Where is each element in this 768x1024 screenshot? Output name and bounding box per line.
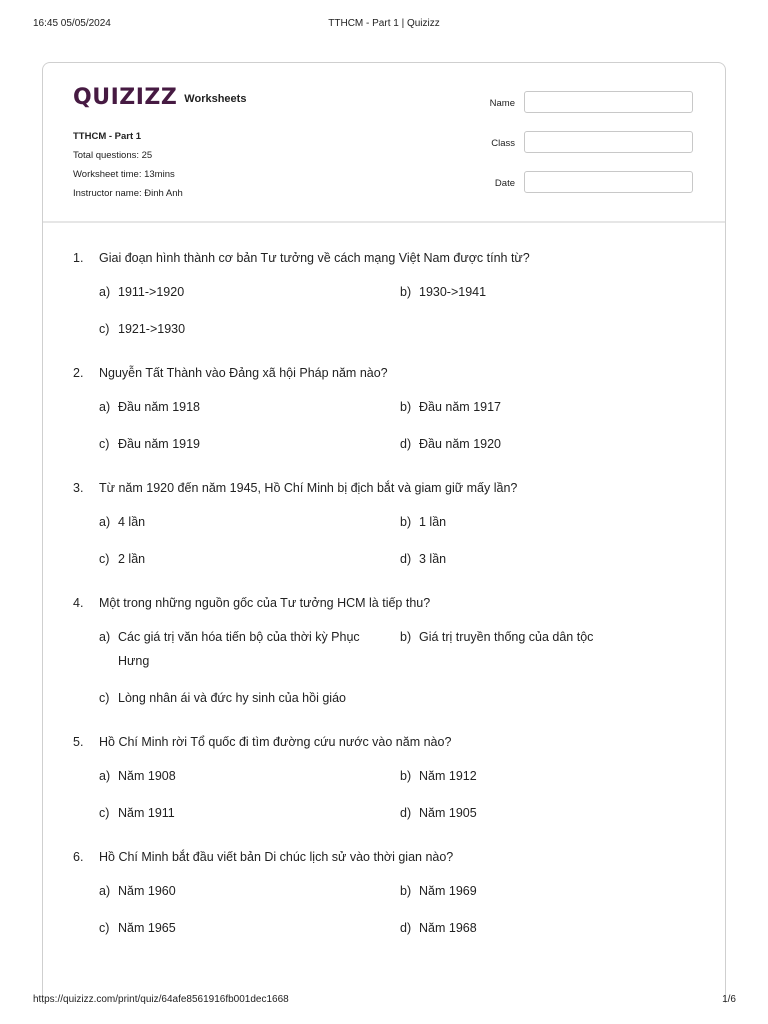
question-stem — [73, 594, 703, 612]
answer-option — [400, 280, 700, 304]
option-letter: c) — [99, 437, 110, 451]
answer-option — [99, 764, 400, 788]
option-text: Đầu năm 1918 — [118, 400, 201, 414]
answer-options — [99, 395, 703, 456]
quizizz-logo: QUIZIZZ — [73, 85, 178, 110]
name-input[interactable] — [524, 91, 693, 113]
date-label: Date — [494, 178, 515, 189]
question-text: Giai đoạn hình thành cơ bản Tư tưởng về cách mạng Việt Nam được tính từ? — [99, 251, 530, 265]
option-letter: b) — [400, 285, 412, 299]
answer-option — [99, 547, 400, 571]
class-field — [473, 131, 695, 171]
option-letter: d) — [400, 806, 412, 820]
logo — [73, 85, 246, 110]
option-letter: a) — [99, 515, 111, 529]
option-letter: c) — [99, 552, 110, 566]
option-text: 1911->1920 — [118, 285, 185, 299]
option-text: Năm 1968 — [419, 921, 477, 935]
answer-option — [99, 510, 400, 534]
answer-options — [99, 510, 703, 571]
option-text: 2 lần — [118, 552, 146, 566]
option-letter: d) — [400, 921, 412, 935]
answer-option — [400, 801, 700, 825]
answer-option — [400, 625, 700, 673]
question-text: Từ năm 1920 đến năm 1945, Hồ Chí Minh bị địch bắt và giam giữ mấy lần? — [99, 481, 518, 495]
option-text: 4 lần — [118, 515, 146, 529]
answer-option — [99, 916, 400, 940]
question-6 — [73, 848, 703, 940]
question-number: 2. — [73, 366, 84, 380]
class-input[interactable] — [524, 131, 693, 153]
answer-option — [99, 280, 400, 304]
question-text: Một trong những nguồn gốc của Tư tưởng HCM là tiếp thu? — [99, 596, 431, 610]
option-letter: d) — [400, 552, 412, 566]
option-letter: c) — [99, 322, 110, 336]
date-input[interactable] — [524, 171, 693, 193]
question-5 — [73, 733, 703, 825]
question-1 — [73, 249, 703, 341]
question-number: 5. — [73, 735, 84, 749]
answer-option — [400, 432, 700, 456]
question-list — [73, 249, 703, 963]
option-text: Đầu năm 1917 — [419, 400, 502, 414]
option-text: Đầu năm 1919 — [118, 437, 201, 451]
print-footer — [0, 994, 768, 1008]
option-text: 1930->1941 — [419, 285, 487, 299]
option-letter: c) — [99, 921, 110, 935]
question-number: 6. — [73, 850, 84, 864]
answer-option — [99, 801, 400, 825]
answer-options — [99, 280, 703, 341]
answer-options — [99, 764, 703, 825]
question-number: 3. — [73, 481, 84, 495]
answer-option — [99, 432, 400, 456]
option-letter: c) — [99, 806, 110, 820]
answer-option — [400, 547, 700, 571]
question-text: Nguyễn Tất Thành vào Đảng xã hội Pháp năm nào? — [99, 366, 388, 380]
answer-options — [99, 879, 703, 940]
option-letter: a) — [99, 884, 111, 898]
question-number: 1. — [73, 251, 84, 265]
option-text: Đầu năm 1920 — [419, 437, 502, 451]
question-text: Hồ Chí Minh rời Tổ quốc đi tìm đường cứu nước vào năm nào? — [99, 735, 452, 749]
answer-option — [99, 625, 400, 673]
answer-option — [99, 686, 400, 710]
question-stem — [73, 249, 703, 267]
option-text: 1 lần — [419, 515, 447, 529]
instructor-name: Instructor name: Đinh Anh — [73, 188, 183, 199]
print-header — [0, 18, 768, 32]
question-stem — [73, 364, 703, 382]
answer-option — [99, 317, 400, 341]
answer-option — [400, 916, 700, 940]
option-letter: a) — [99, 285, 111, 299]
worksheet-title: TTHCM - Part 1 — [73, 131, 142, 142]
option-letter: d) — [400, 437, 412, 451]
student-fields — [473, 91, 695, 211]
option-letter: a) — [99, 769, 111, 783]
option-text: Các giá trị văn hóa tiến bộ của thời kỳ Phục Hưng — [118, 630, 360, 668]
option-letter: a) — [99, 400, 111, 414]
answer-option — [400, 510, 700, 534]
option-text: Năm 1965 — [118, 921, 176, 935]
worksheet — [42, 62, 726, 1003]
worksheet-time: Worksheet time: 13mins — [73, 169, 175, 180]
option-letter: b) — [400, 884, 412, 898]
option-text: Năm 1905 — [419, 806, 477, 820]
answer-options — [99, 625, 703, 710]
answer-option — [400, 395, 700, 419]
question-stem — [73, 479, 703, 497]
question-3 — [73, 479, 703, 571]
option-letter: b) — [400, 630, 412, 644]
option-text: Năm 1908 — [118, 769, 176, 783]
answer-option — [400, 764, 700, 788]
question-2 — [73, 364, 703, 456]
answer-option — [400, 879, 700, 903]
option-text: Giá trị truyền thống của dân tộc — [419, 630, 594, 644]
class-label: Class — [491, 138, 515, 149]
option-letter: b) — [400, 515, 412, 529]
option-text: Năm 1911 — [118, 806, 175, 820]
option-letter: c) — [99, 691, 110, 705]
page-number: 1/6 — [722, 994, 736, 1005]
option-text: 3 lần — [419, 552, 447, 566]
worksheet-header — [43, 63, 725, 223]
question-number: 4. — [73, 596, 84, 610]
answer-option — [99, 395, 400, 419]
print-url: https://quizizz.com/print/quiz/64afe8561916fb001dec1668 — [33, 994, 289, 1005]
option-text: Năm 1969 — [419, 884, 477, 898]
question-stem — [73, 733, 703, 751]
logo-subtitle: Worksheets — [184, 92, 247, 105]
question-text: Hồ Chí Minh bắt đầu viết bản Di chúc lịch sử vào thời gian nào? — [99, 850, 454, 864]
option-letter: b) — [400, 400, 412, 414]
answer-option — [99, 879, 400, 903]
option-letter: b) — [400, 769, 412, 783]
option-text: 1921->1930 — [118, 322, 186, 336]
print-title: TTHCM - Part 1 | Quizizz — [328, 18, 440, 29]
total-questions: Total questions: 25 — [73, 150, 153, 161]
question-4 — [73, 594, 703, 710]
name-field — [473, 91, 695, 131]
option-text: Lòng nhân ái và đức hy sinh của hồi giáo — [118, 691, 346, 705]
option-text: Năm 1960 — [118, 884, 176, 898]
print-timestamp: 16:45 05/05/2024 — [33, 18, 111, 29]
date-field — [473, 171, 695, 211]
name-label: Name — [489, 98, 515, 109]
option-letter: a) — [99, 630, 111, 644]
worksheet-meta — [73, 127, 183, 203]
question-stem — [73, 848, 703, 866]
option-text: Năm 1912 — [419, 769, 477, 783]
